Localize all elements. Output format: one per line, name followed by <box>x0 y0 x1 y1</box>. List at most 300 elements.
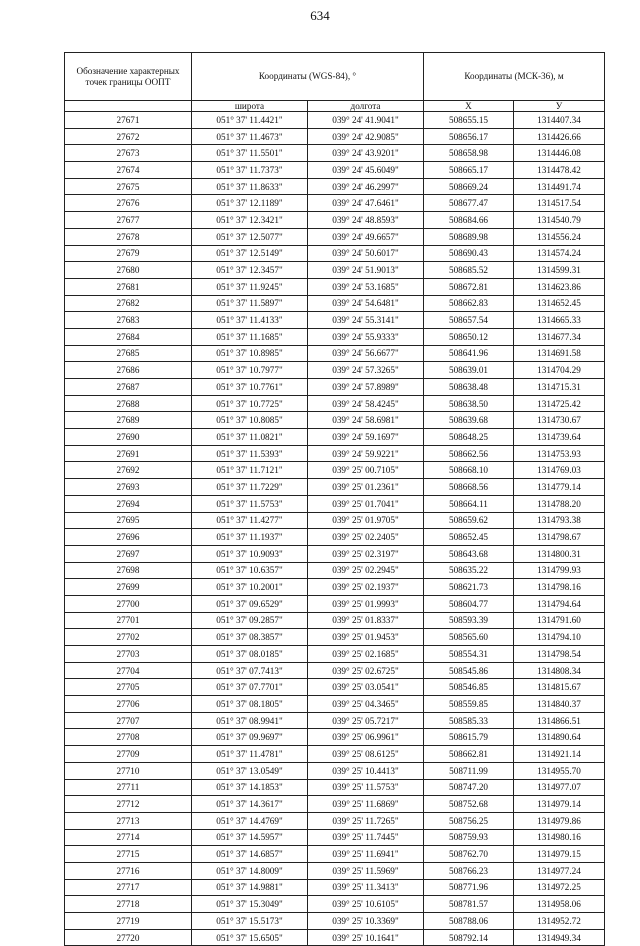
latitude-cell: 051° 37' 11.1937" <box>192 529 308 546</box>
table-row <box>65 228 605 245</box>
point-id-cell: 27698 <box>65 562 192 579</box>
x-cell: 508639.68 <box>424 412 514 429</box>
table-row <box>65 412 605 429</box>
y-cell: 1314725.42 <box>514 395 605 412</box>
point-id-cell: 27710 <box>65 762 192 779</box>
y-cell: 1314791.60 <box>514 612 605 629</box>
point-id-cell: 27697 <box>65 545 192 562</box>
subheader-latitude: широта <box>192 101 308 112</box>
latitude-cell: 051° 37' 15.6505" <box>192 929 308 946</box>
longitude-cell: 039° 24' 57.8989" <box>308 379 424 396</box>
longitude-cell: 039° 25' 01.7041" <box>308 495 424 512</box>
longitude-cell: 039° 24' 56.6677" <box>308 345 424 362</box>
y-cell: 1314799.93 <box>514 562 605 579</box>
y-cell: 1314652.45 <box>514 295 605 312</box>
longitude-cell: 039° 24' 54.6481" <box>308 295 424 312</box>
point-id-cell: 27672 <box>65 128 192 145</box>
table-row <box>65 328 605 345</box>
y-cell: 1314958.06 <box>514 896 605 913</box>
y-cell: 1314794.10 <box>514 629 605 646</box>
point-id-cell: 27683 <box>65 312 192 329</box>
table-row <box>65 212 605 229</box>
latitude-cell: 051° 37' 08.9941" <box>192 712 308 729</box>
y-cell: 1314798.54 <box>514 646 605 663</box>
x-cell: 508635.22 <box>424 562 514 579</box>
latitude-cell: 051° 37' 07.7413" <box>192 662 308 679</box>
y-cell: 1314691.58 <box>514 345 605 362</box>
table-row <box>65 579 605 596</box>
y-cell: 1314798.67 <box>514 529 605 546</box>
x-cell: 508759.93 <box>424 829 514 846</box>
subheader-empty <box>65 101 192 112</box>
point-id-cell: 27674 <box>65 162 192 179</box>
latitude-cell: 051° 37' 15.3049" <box>192 896 308 913</box>
point-id-cell: 27708 <box>65 729 192 746</box>
point-id-cell: 27707 <box>65 712 192 729</box>
y-cell: 1314665.33 <box>514 312 605 329</box>
y-cell: 1314794.64 <box>514 595 605 612</box>
point-id-cell: 27694 <box>65 495 192 512</box>
x-cell: 508546.85 <box>424 679 514 696</box>
longitude-cell: 039° 25' 06.9961" <box>308 729 424 746</box>
x-cell: 508669.24 <box>424 178 514 195</box>
table-row <box>65 696 605 713</box>
point-id-cell: 27693 <box>65 479 192 496</box>
x-cell: 508684.66 <box>424 212 514 229</box>
y-cell: 1314478.42 <box>514 162 605 179</box>
x-cell: 508711.99 <box>424 762 514 779</box>
latitude-cell: 051° 37' 10.8085" <box>192 412 308 429</box>
x-cell: 508638.48 <box>424 379 514 396</box>
longitude-cell: 039° 24' 42.9085" <box>308 128 424 145</box>
y-cell: 1314517.54 <box>514 195 605 212</box>
y-cell: 1314739.64 <box>514 429 605 446</box>
y-cell: 1314704.29 <box>514 362 605 379</box>
longitude-cell: 039° 25' 01.9993" <box>308 595 424 612</box>
latitude-cell: 051° 37' 11.1685" <box>192 328 308 345</box>
longitude-cell: 039° 25' 01.8337" <box>308 612 424 629</box>
longitude-cell: 039° 25' 10.6105" <box>308 896 424 913</box>
y-cell: 1314788.20 <box>514 495 605 512</box>
x-cell: 508650.12 <box>424 328 514 345</box>
x-cell: 508621.73 <box>424 579 514 596</box>
latitude-cell: 051° 37' 10.6357" <box>192 562 308 579</box>
header-msk36-coordinates: Координаты (МСК-36), м <box>424 53 605 101</box>
latitude-cell: 051° 37' 10.7977" <box>192 362 308 379</box>
x-cell: 508690.43 <box>424 245 514 262</box>
x-cell: 508771.96 <box>424 879 514 896</box>
table-row <box>65 746 605 763</box>
x-cell: 508792.14 <box>424 929 514 946</box>
latitude-cell: 051° 37' 09.9697" <box>192 729 308 746</box>
latitude-cell: 051° 37' 11.0821" <box>192 429 308 446</box>
latitude-cell: 051° 37' 11.7121" <box>192 462 308 479</box>
longitude-cell: 039° 24' 55.9333" <box>308 328 424 345</box>
point-id-cell: 27686 <box>65 362 192 379</box>
longitude-cell: 039° 25' 02.6725" <box>308 662 424 679</box>
latitude-cell: 051° 37' 11.4781" <box>192 746 308 763</box>
table-body <box>65 112 605 946</box>
longitude-cell: 039° 24' 45.6049" <box>308 162 424 179</box>
x-cell: 508565.60 <box>424 629 514 646</box>
table-row <box>65 495 605 512</box>
table-row <box>65 846 605 863</box>
table-row <box>65 345 605 362</box>
x-cell: 508662.83 <box>424 295 514 312</box>
longitude-cell: 039° 24' 48.8593" <box>308 212 424 229</box>
longitude-cell: 039° 25' 02.2405" <box>308 529 424 546</box>
table-row <box>65 612 605 629</box>
table-row <box>65 879 605 896</box>
longitude-cell: 039° 24' 53.1685" <box>308 278 424 295</box>
longitude-cell: 039° 25' 11.3413" <box>308 879 424 896</box>
point-id-cell: 27685 <box>65 345 192 362</box>
longitude-cell: 039° 24' 41.9041" <box>308 112 424 129</box>
x-cell: 508643.68 <box>424 545 514 562</box>
latitude-cell: 051° 37' 15.5173" <box>192 913 308 930</box>
latitude-cell: 051° 37' 11.4421" <box>192 112 308 129</box>
point-id-cell: 27695 <box>65 512 192 529</box>
longitude-cell: 039° 25' 10.3369" <box>308 913 424 930</box>
x-cell: 508658.98 <box>424 145 514 162</box>
point-id-cell: 27676 <box>65 195 192 212</box>
x-cell: 508545.86 <box>424 662 514 679</box>
point-id-cell: 27705 <box>65 679 192 696</box>
point-id-cell: 27675 <box>65 178 192 195</box>
point-id-cell: 27714 <box>65 829 192 846</box>
longitude-cell: 039° 24' 55.3141" <box>308 312 424 329</box>
longitude-cell: 039° 25' 02.2945" <box>308 562 424 579</box>
y-cell: 1314949.34 <box>514 929 605 946</box>
longitude-cell: 039° 24' 50.6017" <box>308 245 424 262</box>
table-row <box>65 762 605 779</box>
longitude-cell: 039° 24' 43.9201" <box>308 145 424 162</box>
point-id-cell: 27677 <box>65 212 192 229</box>
x-cell: 508593.39 <box>424 612 514 629</box>
table-row <box>65 662 605 679</box>
latitude-cell: 051° 37' 12.1189" <box>192 195 308 212</box>
table-row <box>65 896 605 913</box>
x-cell: 508639.01 <box>424 362 514 379</box>
table-row <box>65 445 605 462</box>
table-row <box>65 646 605 663</box>
latitude-cell: 051° 37' 10.2001" <box>192 579 308 596</box>
latitude-cell: 051° 37' 10.9093" <box>192 545 308 562</box>
longitude-cell: 039° 25' 11.6941" <box>308 846 424 863</box>
point-id-cell: 27701 <box>65 612 192 629</box>
table-row <box>65 913 605 930</box>
x-cell: 508662.56 <box>424 445 514 462</box>
x-cell: 508664.11 <box>424 495 514 512</box>
x-cell: 508615.79 <box>424 729 514 746</box>
x-cell: 508657.54 <box>424 312 514 329</box>
y-cell: 1314866.51 <box>514 712 605 729</box>
subheader-longitude: долгота <box>308 101 424 112</box>
table-row <box>65 595 605 612</box>
coordinates-table <box>64 52 605 946</box>
y-cell: 1314574.24 <box>514 245 605 262</box>
y-cell: 1314979.14 <box>514 796 605 813</box>
table-row <box>65 262 605 279</box>
y-cell: 1314840.37 <box>514 696 605 713</box>
x-cell: 508554.31 <box>424 646 514 663</box>
y-cell: 1314972.25 <box>514 879 605 896</box>
y-cell: 1314730.67 <box>514 412 605 429</box>
longitude-cell: 039° 25' 11.5969" <box>308 862 424 879</box>
x-cell: 508652.45 <box>424 529 514 546</box>
point-id-cell: 27706 <box>65 696 192 713</box>
table-row <box>65 479 605 496</box>
x-cell: 508668.56 <box>424 479 514 496</box>
x-cell: 508689.98 <box>424 228 514 245</box>
longitude-cell: 039° 24' 59.1697" <box>308 429 424 446</box>
x-cell: 508641.96 <box>424 345 514 362</box>
table-row <box>65 812 605 829</box>
point-id-cell: 27702 <box>65 629 192 646</box>
longitude-cell: 039° 25' 10.1641" <box>308 929 424 946</box>
x-cell: 508648.25 <box>424 429 514 446</box>
table-row <box>65 779 605 796</box>
x-cell: 508677.47 <box>424 195 514 212</box>
table-row <box>65 462 605 479</box>
x-cell: 508655.15 <box>424 112 514 129</box>
point-id-cell: 27681 <box>65 278 192 295</box>
y-cell: 1314446.08 <box>514 145 605 162</box>
table-row <box>65 312 605 329</box>
latitude-cell: 051° 37' 12.5149" <box>192 245 308 262</box>
longitude-cell: 039° 25' 02.1937" <box>308 579 424 596</box>
longitude-cell: 039° 25' 02.1685" <box>308 646 424 663</box>
latitude-cell: 051° 37' 11.8633" <box>192 178 308 195</box>
point-id-cell: 27717 <box>65 879 192 896</box>
point-id-cell: 27704 <box>65 662 192 679</box>
table-row <box>65 162 605 179</box>
table-row <box>65 529 605 546</box>
point-id-cell: 27680 <box>65 262 192 279</box>
latitude-cell: 051° 37' 12.3457" <box>192 262 308 279</box>
x-cell: 508672.81 <box>424 278 514 295</box>
point-id-cell: 27682 <box>65 295 192 312</box>
y-cell: 1314769.03 <box>514 462 605 479</box>
point-id-cell: 27712 <box>65 796 192 813</box>
y-cell: 1314890.64 <box>514 729 605 746</box>
latitude-cell: 051° 37' 11.5501" <box>192 145 308 162</box>
latitude-cell: 051° 37' 07.7701" <box>192 679 308 696</box>
table-row <box>65 145 605 162</box>
point-id-cell: 27711 <box>65 779 192 796</box>
x-cell: 508762.70 <box>424 846 514 863</box>
x-cell: 508604.77 <box>424 595 514 612</box>
table-row <box>65 512 605 529</box>
longitude-cell: 039° 25' 10.4413" <box>308 762 424 779</box>
point-id-cell: 27699 <box>65 579 192 596</box>
point-id-cell: 27687 <box>65 379 192 396</box>
y-cell: 1314407.34 <box>514 112 605 129</box>
y-cell: 1314677.34 <box>514 328 605 345</box>
longitude-cell: 039° 24' 51.9013" <box>308 262 424 279</box>
table-row <box>65 629 605 646</box>
x-cell: 508685.52 <box>424 262 514 279</box>
x-cell: 508747.20 <box>424 779 514 796</box>
table-row <box>65 362 605 379</box>
x-cell: 508668.10 <box>424 462 514 479</box>
latitude-cell: 051° 37' 14.9881" <box>192 879 308 896</box>
longitude-cell: 039° 24' 59.9221" <box>308 445 424 462</box>
longitude-cell: 039° 25' 11.7265" <box>308 812 424 829</box>
longitude-cell: 039° 25' 11.7445" <box>308 829 424 846</box>
x-cell: 508662.81 <box>424 746 514 763</box>
latitude-cell: 051° 37' 12.3421" <box>192 212 308 229</box>
longitude-cell: 039° 25' 05.7217" <box>308 712 424 729</box>
table-row <box>65 128 605 145</box>
y-cell: 1314921.14 <box>514 746 605 763</box>
table-row <box>65 712 605 729</box>
longitude-cell: 039° 25' 03.0541" <box>308 679 424 696</box>
point-id-cell: 27692 <box>65 462 192 479</box>
x-cell: 508659.62 <box>424 512 514 529</box>
y-cell: 1314491.74 <box>514 178 605 195</box>
point-id-cell: 27673 <box>65 145 192 162</box>
x-cell: 508781.57 <box>424 896 514 913</box>
latitude-cell: 051° 37' 14.1853" <box>192 779 308 796</box>
page-number: 634 <box>310 8 330 23</box>
subheader-x: X <box>424 101 514 112</box>
x-cell: 508788.06 <box>424 913 514 930</box>
latitude-cell: 051° 37' 11.4133" <box>192 312 308 329</box>
latitude-cell: 051° 37' 11.9245" <box>192 278 308 295</box>
y-cell: 1314556.24 <box>514 228 605 245</box>
y-cell: 1314540.79 <box>514 212 605 229</box>
x-cell: 508665.17 <box>424 162 514 179</box>
table-row <box>65 112 605 129</box>
longitude-cell: 039° 24' 57.3265" <box>308 362 424 379</box>
x-cell: 508585.33 <box>424 712 514 729</box>
point-id-cell: 27719 <box>65 913 192 930</box>
table-row <box>65 379 605 396</box>
longitude-cell: 039° 25' 08.6125" <box>308 746 424 763</box>
table-row <box>65 929 605 946</box>
table-row <box>65 545 605 562</box>
point-id-cell: 27696 <box>65 529 192 546</box>
y-cell: 1314779.14 <box>514 479 605 496</box>
point-id-cell: 27715 <box>65 846 192 863</box>
latitude-cell: 051° 37' 08.1805" <box>192 696 308 713</box>
y-cell: 1314798.16 <box>514 579 605 596</box>
point-id-cell: 27679 <box>65 245 192 262</box>
y-cell: 1314808.34 <box>514 662 605 679</box>
longitude-cell: 039° 24' 58.4245" <box>308 395 424 412</box>
table-row <box>65 679 605 696</box>
latitude-cell: 051° 37' 14.5957" <box>192 829 308 846</box>
longitude-cell: 039° 25' 11.6869" <box>308 796 424 813</box>
latitude-cell: 051° 37' 11.5753" <box>192 495 308 512</box>
point-id-cell: 27720 <box>65 929 192 946</box>
table-row <box>65 395 605 412</box>
y-cell: 1314793.38 <box>514 512 605 529</box>
latitude-cell: 051° 37' 14.8009" <box>192 862 308 879</box>
table-row <box>65 562 605 579</box>
latitude-cell: 051° 37' 11.4277" <box>192 512 308 529</box>
point-id-cell: 27678 <box>65 228 192 245</box>
longitude-cell: 039° 24' 49.6657" <box>308 228 424 245</box>
x-cell: 508766.23 <box>424 862 514 879</box>
table-subheader-row <box>65 101 605 112</box>
point-id-cell: 27671 <box>65 112 192 129</box>
y-cell: 1314979.15 <box>514 846 605 863</box>
latitude-cell: 051° 37' 12.5077" <box>192 228 308 245</box>
latitude-cell: 051° 37' 08.3857" <box>192 629 308 646</box>
longitude-cell: 039° 24' 47.6461" <box>308 195 424 212</box>
x-cell: 508559.85 <box>424 696 514 713</box>
latitude-cell: 051° 37' 11.5393" <box>192 445 308 462</box>
table-row <box>65 295 605 312</box>
latitude-cell: 051° 37' 14.3617" <box>192 796 308 813</box>
point-id-cell: 27716 <box>65 862 192 879</box>
table-row <box>65 278 605 295</box>
point-id-cell: 27684 <box>65 328 192 345</box>
table-row <box>65 178 605 195</box>
x-cell: 508756.25 <box>424 812 514 829</box>
y-cell: 1314979.86 <box>514 812 605 829</box>
latitude-cell: 051° 37' 10.7761" <box>192 379 308 396</box>
longitude-cell: 039° 25' 00.7105" <box>308 462 424 479</box>
y-cell: 1314980.16 <box>514 829 605 846</box>
y-cell: 1314753.93 <box>514 445 605 462</box>
longitude-cell: 039° 25' 02.3197" <box>308 545 424 562</box>
point-id-cell: 27691 <box>65 445 192 462</box>
point-id-cell: 27689 <box>65 412 192 429</box>
y-cell: 1314623.86 <box>514 278 605 295</box>
header-point-designation: Обозначение характерных точек границы ООПТ <box>65 53 192 101</box>
table-row <box>65 195 605 212</box>
y-cell: 1314715.31 <box>514 379 605 396</box>
point-id-cell: 27713 <box>65 812 192 829</box>
longitude-cell: 039° 25' 01.9453" <box>308 629 424 646</box>
latitude-cell: 051° 37' 11.7229" <box>192 479 308 496</box>
latitude-cell: 051° 37' 09.6529" <box>192 595 308 612</box>
y-cell: 1314955.70 <box>514 762 605 779</box>
table-row <box>65 729 605 746</box>
x-cell: 508638.50 <box>424 395 514 412</box>
latitude-cell: 051° 37' 14.4769" <box>192 812 308 829</box>
y-cell: 1314800.31 <box>514 545 605 562</box>
latitude-cell: 051° 37' 14.6857" <box>192 846 308 863</box>
longitude-cell: 039° 25' 01.9705" <box>308 512 424 529</box>
latitude-cell: 051° 37' 08.0185" <box>192 646 308 663</box>
point-id-cell: 27718 <box>65 896 192 913</box>
y-cell: 1314977.24 <box>514 862 605 879</box>
latitude-cell: 051° 37' 09.2857" <box>192 612 308 629</box>
latitude-cell: 051° 37' 10.8985" <box>192 345 308 362</box>
latitude-cell: 051° 37' 10.7725" <box>192 395 308 412</box>
y-cell: 1314599.31 <box>514 262 605 279</box>
longitude-cell: 039° 24' 46.2997" <box>308 178 424 195</box>
point-id-cell: 27709 <box>65 746 192 763</box>
point-id-cell: 27703 <box>65 646 192 663</box>
y-cell: 1314952.72 <box>514 913 605 930</box>
latitude-cell: 051° 37' 13.0549" <box>192 762 308 779</box>
table-row <box>65 829 605 846</box>
longitude-cell: 039° 25' 11.5753" <box>308 779 424 796</box>
latitude-cell: 051° 37' 11.5897" <box>192 295 308 312</box>
y-cell: 1314815.67 <box>514 679 605 696</box>
latitude-cell: 051° 37' 11.7373" <box>192 162 308 179</box>
table-row <box>65 796 605 813</box>
longitude-cell: 039° 25' 01.2361" <box>308 479 424 496</box>
x-cell: 508752.68 <box>424 796 514 813</box>
longitude-cell: 039° 25' 04.3465" <box>308 696 424 713</box>
longitude-cell: 039° 24' 58.6981" <box>308 412 424 429</box>
